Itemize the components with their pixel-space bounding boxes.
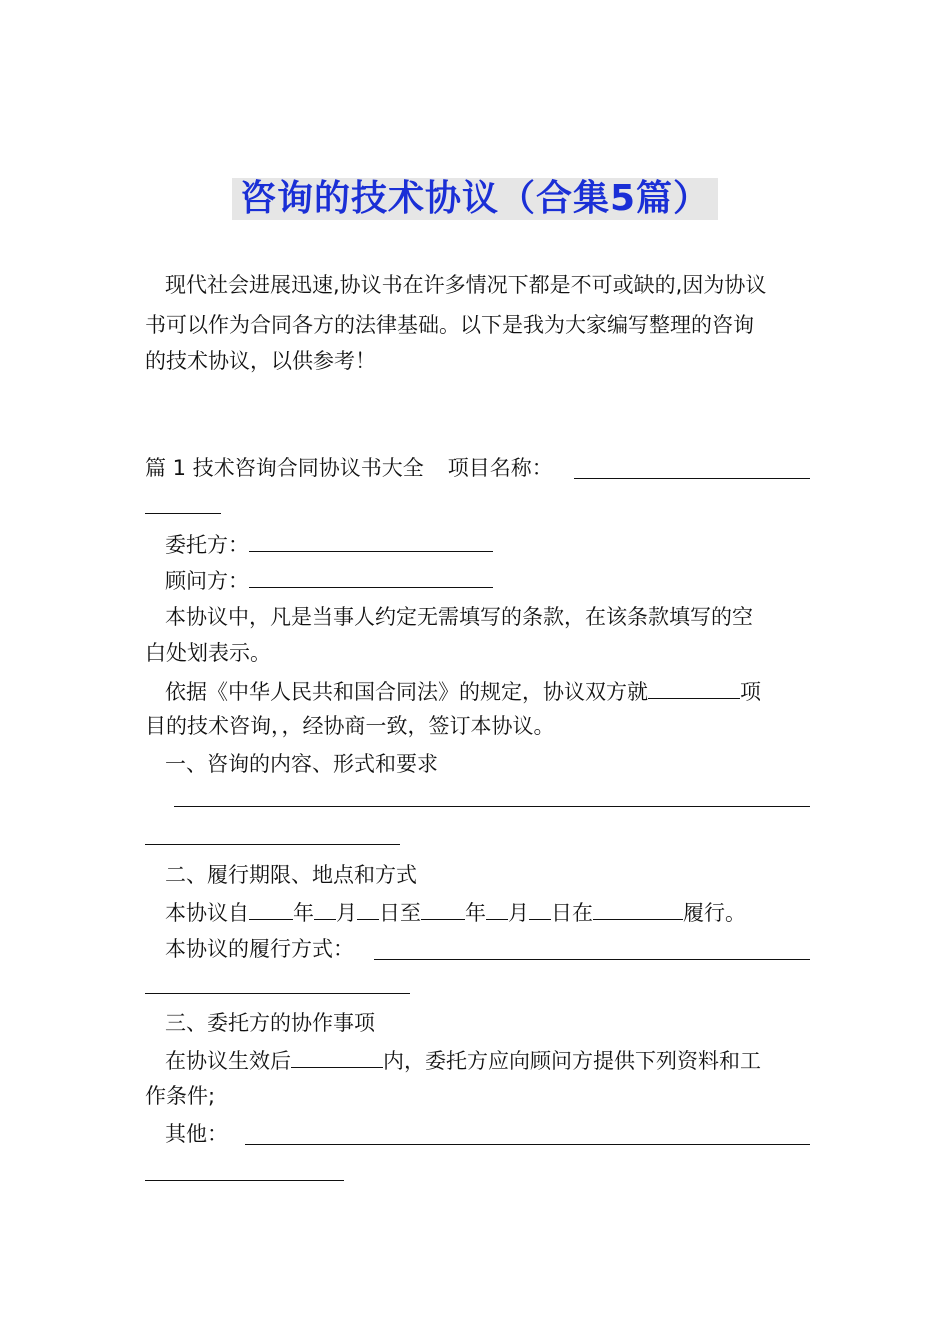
section-2-heading: 二、履行期限、地点和方式 bbox=[165, 863, 417, 887]
consultant-label: 顾问方： bbox=[165, 569, 249, 593]
period-end-text: 履行。 bbox=[683, 901, 746, 925]
basis-line-1 bbox=[145, 676, 810, 707]
year-blank-1 bbox=[249, 897, 293, 920]
other-blank-line-1 bbox=[245, 1144, 810, 1145]
client-blank bbox=[249, 529, 493, 552]
basis-line-2: 目的技术咨询，，经协商一致，签订本协议。 bbox=[145, 714, 555, 738]
section-1-blank-line-2 bbox=[145, 844, 400, 845]
cooperation-text: 在协议生效后 bbox=[165, 1049, 291, 1073]
note-line-2: 白处划表示。 bbox=[145, 641, 271, 665]
other-label: 其他： bbox=[165, 1122, 228, 1146]
basis-blank bbox=[648, 676, 740, 699]
place-blank bbox=[593, 897, 683, 920]
title-container bbox=[0, 178, 950, 220]
project-name-blank bbox=[574, 478, 810, 479]
client-label: 委托方： bbox=[165, 533, 249, 557]
year-blank-2 bbox=[421, 897, 465, 920]
period-line bbox=[145, 897, 810, 928]
section-1-blank-line-1 bbox=[174, 806, 810, 807]
method-label: 本协议的履行方式： bbox=[165, 937, 354, 961]
article-heading: 篇 1 技术咨询合同协议书大全 bbox=[145, 456, 424, 480]
document-title: 咨询的技术协议（合集5篇） bbox=[232, 178, 718, 220]
month-blank-2 bbox=[486, 897, 508, 920]
period-start-text: 本协议自 bbox=[165, 901, 249, 925]
project-name-blank-continued bbox=[145, 513, 221, 514]
other-blank-line-2 bbox=[145, 1180, 344, 1181]
method-blank-line-2 bbox=[145, 993, 410, 994]
intro-line-3: 的技术协议，以供参考！ bbox=[145, 349, 376, 373]
consultant-blank bbox=[249, 565, 493, 588]
cooperation-text-end: 内，委托方应向顾问方提供下列资料和工 bbox=[383, 1049, 761, 1073]
consultant-line bbox=[145, 565, 810, 596]
day-label-1: 日至 bbox=[379, 901, 421, 925]
cooperation-line-2: 作条件; bbox=[145, 1084, 216, 1108]
month-label-1: 月 bbox=[336, 901, 357, 925]
client-line bbox=[145, 529, 810, 560]
day-blank-1 bbox=[357, 897, 379, 920]
year-label-1: 年 bbox=[293, 901, 314, 925]
month-blank-1 bbox=[314, 897, 336, 920]
project-name-label: 项目名称： bbox=[447, 456, 553, 480]
intro-line-2: 书可以作为合同各方的法律基础。以下是我为大家编写整理的咨询 bbox=[145, 313, 754, 337]
basis-text-end: 项 bbox=[740, 680, 761, 704]
method-blank-line-1 bbox=[374, 959, 810, 960]
month-label-2: 月 bbox=[508, 901, 529, 925]
cooperation-line-1 bbox=[145, 1045, 810, 1076]
section-3-heading: 三、委托方的协作事项 bbox=[165, 1011, 375, 1035]
day-label-2: 日在 bbox=[551, 901, 593, 925]
year-label-2: 年 bbox=[465, 901, 486, 925]
basis-text: 依据《中华人民共和国合同法》的规定，协议双方就 bbox=[165, 680, 648, 704]
note-line-1: 本协议中，凡是当事人约定无需填写的条款，在该条款填写的空 bbox=[165, 605, 753, 629]
day-blank-2 bbox=[529, 897, 551, 920]
cooperation-blank bbox=[291, 1045, 383, 1068]
section-1-heading: 一、咨询的内容、形式和要求 bbox=[165, 752, 438, 776]
intro-line-1: 现代社会进展迅速,协议书在许多情况下都是不可或缺的,因为协议 bbox=[165, 273, 767, 297]
